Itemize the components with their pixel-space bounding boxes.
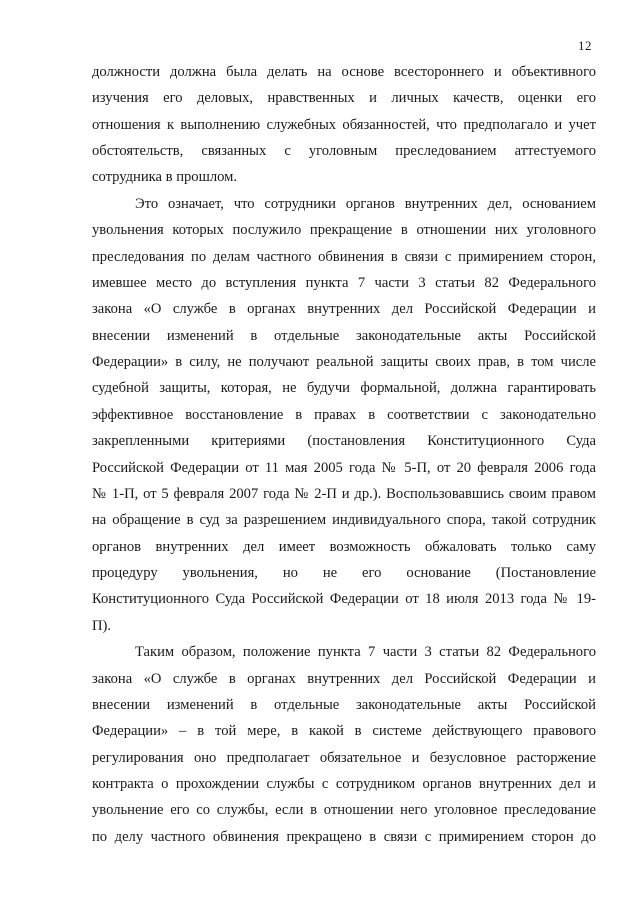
text-line: увольнение его со службы, если в отношении него уголовное преследование [92, 802, 596, 818]
text-line: № 1-П, от 5 февраля 2007 года № 2-П и др.). Воспользовавшись своим правом [92, 486, 596, 502]
text-line: П). [92, 618, 112, 634]
text-line: контракта о прохождении службы с сотрудником органов внутренних дел и [92, 776, 596, 792]
text-line: закона «О службе в органах внутренних дел Российской Федерации и [92, 301, 596, 317]
text-line: Федерации» – в той мере, в какой в системе действующего правового [92, 723, 596, 739]
text-line: обстоятельств, связанных с уголовным преследованием аттестуемого [92, 143, 596, 159]
text-line: должности должна была делать на основе всестороннего и объективного [92, 64, 596, 80]
text-line: на обращение в суд за разрешением индивидуального спора, такой сотрудник [92, 512, 596, 528]
text-line: закрепленными критериями (постановления Конституционного Суда [92, 433, 596, 449]
text-line: органов внутренних дел имеет возможность обжаловать только саму [92, 539, 596, 555]
text-line: по делу частного обвинения прекращено в связи с примирением сторон до [92, 829, 596, 845]
text-line: преследования по делам частного обвинения в связи с примирением сторон, [92, 249, 596, 265]
text-line: Российской Федерации от 11 мая 2005 года № 5-П, от 20 февраля 2006 года [92, 460, 596, 476]
page-number: 12 [578, 38, 592, 53]
text-line: изучения его деловых, нравственных и личных качеств, оценки его [92, 90, 596, 106]
text-line: процедуру увольнения, но не его основание (Постановление [92, 565, 596, 581]
text-line: внесении изменений в отдельные законодательные акты Российской [92, 328, 596, 344]
text-line: судебной защиты, которая, не будучи формальной, должна гарантировать [92, 380, 596, 396]
text-line: Это означает, что сотрудники органов внутренних дел, основанием [135, 196, 596, 212]
text-line: имевшее место до вступления пункта 7 части 3 статьи 82 Федерального [92, 275, 596, 291]
text-line: увольнения которых послужило прекращение в отношении них уголовного [92, 222, 596, 238]
text-line: эффективное восстановление в правах в соответствии с законодательно [92, 407, 596, 423]
text-line: закона «О службе в органах внутренних дел Российской Федерации и [92, 671, 596, 687]
text-line: сотрудника в прошлом. [92, 169, 238, 185]
text-line: Таким образом, положение пункта 7 части 3 статьи 82 Федерального [135, 644, 596, 660]
text-line: отношения к выполнению служебных обязанностей, что предполагало и учет [92, 117, 596, 133]
text-line: Федерации» в силу, не получают реальной защиты своих прав, в том числе [92, 354, 596, 370]
text-line: внесении изменений в отдельные законодательные акты Российской [92, 697, 596, 713]
text-line: Конституционного Суда Российской Федерации от 18 июля 2013 года № 19- [92, 591, 596, 607]
text-line: регулирования оно предполагает обязательное и безусловное расторжение [92, 750, 596, 766]
